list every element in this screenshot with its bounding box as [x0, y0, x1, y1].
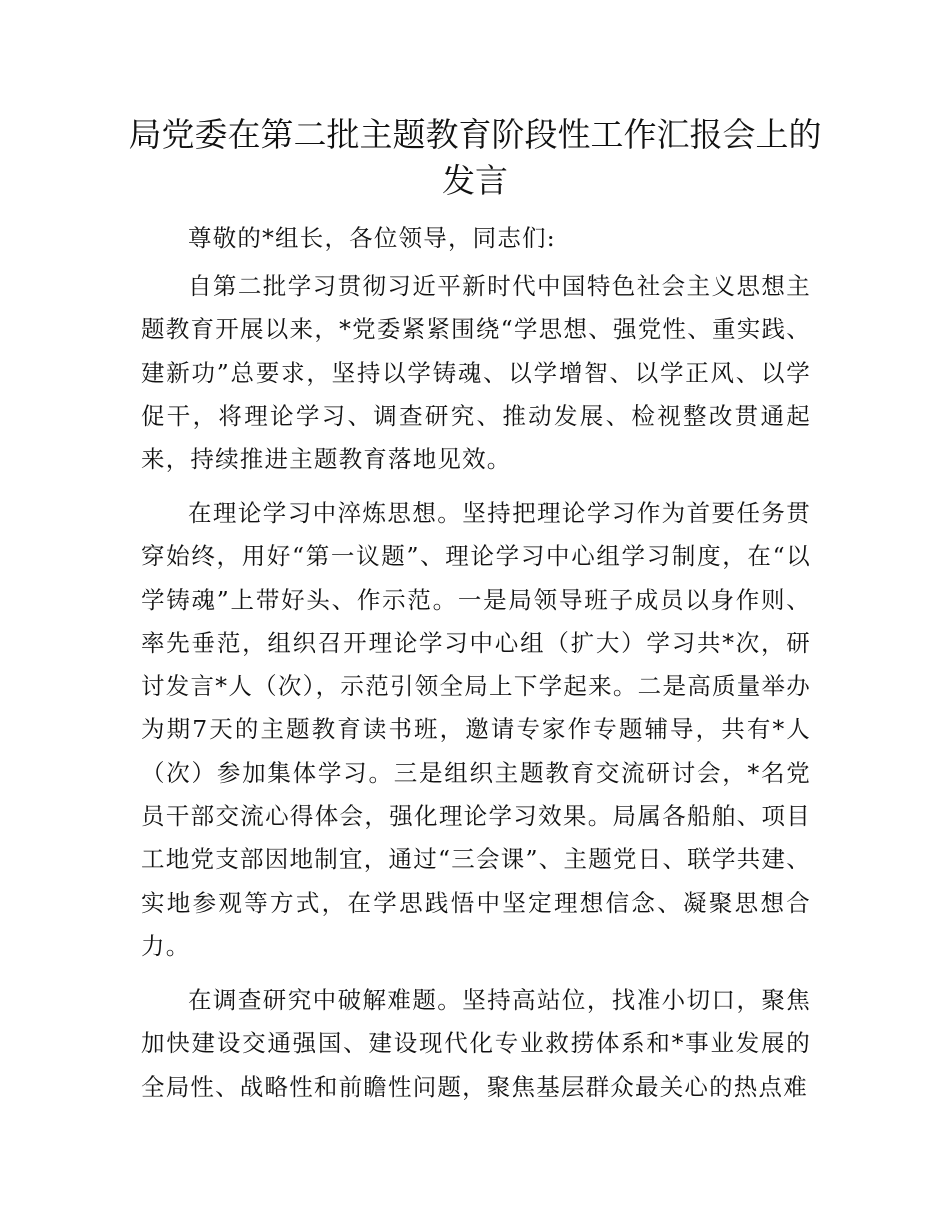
salutation-paragraph: 尊敬的*组长，各位领导，同志们: [188, 224, 556, 252]
theory-study-paragraph: 在理论学习中淬炼思想。坚持把理论学习作为首要任务贯穿始终，用好“第一议题”、理论学习中心组学习制度，在“以学铸魂”上带好头、作示范。一是局领导班子成员以身作则、率先垂范，组织召开理论学习中心组（扩大）学习共*次，研讨发言*人（次），示范引领全局上下学起来。二是高质量举办为期7天的主题教育读书班，邀请专家作专题辅导，共有*人（次）参加集体学习。三是组织主题教育交流研讨会，*名党员干部交流心得体会，强化理论学习效果。局属各船舶、项目工地党支部因地制宜，通过“三会课”、主题党日、联学共建、实地参观等方式，在学思践悟中坚定理想信念、凝聚思想合力。 [141, 499, 811, 960]
document-title: 局党委在第二批主题教育阶段性工作汇报会上的发言 [128, 115, 822, 200]
intro-paragraph: 自第二批学习贯彻习近平新时代中国特色社会主义思想主题教育开展以来，*党委紧紧围绕“学思想、强党性、重实践、建新功”总要求，坚持以学铸魂、以学增智、以学正风、以学促干，将理论学习、调查研究、推动发展、检视整改贯通起来，持续推进主题教育落地见效。 [141, 272, 811, 474]
investigation-paragraph: 在调查研究中破解难题。坚持高站位，找准小切口，聚焦加快建设交通强国、建设现代化专业救捞体系和*事业发展的全局性、战略性和前瞻性问题，聚焦基层群众最关心的热点难 [141, 986, 811, 1101]
